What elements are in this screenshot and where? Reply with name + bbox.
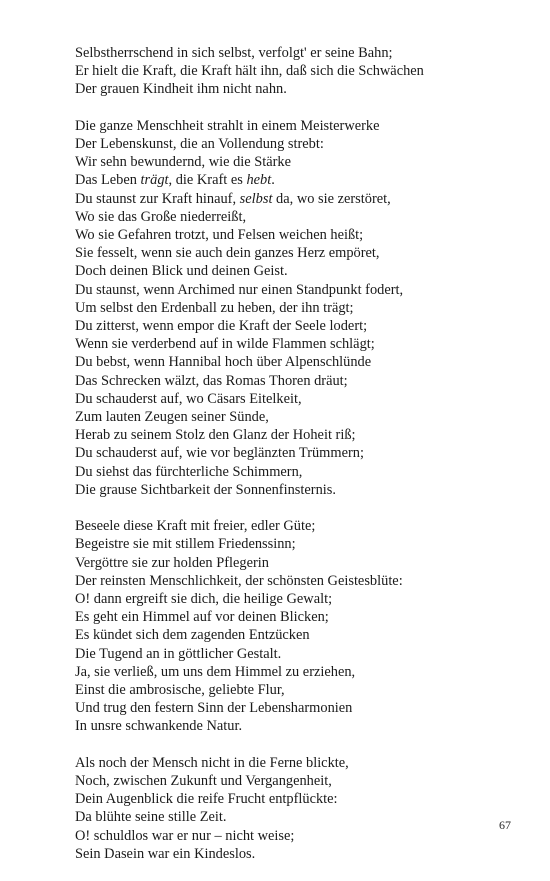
line-text: Noch, zwischen Zukunft und Vergangenheit, (75, 773, 332, 790)
line-text: Du schauderst auf, wo Cäsars Eitelkeit, (75, 390, 302, 407)
line-text: Wir sehn bewundernd, wie die Stärke (75, 154, 292, 171)
poem-line (75, 463, 515, 481)
line-text: Und trug den festern Sinn der Lebensharmonien (75, 700, 353, 717)
line-text: Du bebst, wenn Hannibal hoch über Alpenschlünde (75, 354, 372, 371)
line-text: In unsre schwankende Natur. (75, 718, 243, 735)
poem-line (75, 335, 515, 353)
poem-line (75, 190, 515, 208)
line-text: , die Kraft es (168, 172, 247, 189)
line-text: Wenn sie verderbend auf in wilde Flammen schlägt; (75, 336, 375, 353)
line-text: Du schauderst auf, wie vor beglänzten Trümmern; (75, 445, 364, 462)
poem-text (75, 44, 515, 881)
line-text: Begeistre sie mit stillem Friedenssinn; (75, 536, 296, 553)
poem-line (75, 372, 515, 390)
stanza (75, 44, 515, 99)
line-text: Es kündet sich dem zagenden Entzücken (75, 627, 310, 644)
poem-line (75, 590, 515, 608)
poem-line (75, 808, 515, 826)
poem-line (75, 317, 515, 335)
line-text: Die grause Sichtbarkeit der Sonnenfinsternis. (75, 481, 336, 498)
poem-line (75, 153, 515, 171)
poem-line (75, 535, 515, 553)
line-text: Wo sie das Große niederreißt, (75, 208, 247, 225)
line-text: Der grauen Kindheit ihm nicht nahn. (75, 81, 287, 98)
line-text: Das Schrecken wälzt, das Romas Thoren dräut; (75, 372, 348, 389)
line-text: da, wo sie zerstöret, (272, 190, 391, 207)
poem-line (75, 699, 515, 717)
poem-line (75, 481, 515, 499)
poem-line (75, 717, 515, 735)
poem-line (75, 681, 515, 699)
page-number: 67 (499, 818, 511, 832)
poem-line (75, 554, 515, 572)
poem-line (75, 645, 515, 663)
poem-line (75, 790, 515, 808)
emphasized-word: hebt (246, 172, 272, 189)
poem-line (75, 845, 515, 863)
line-text: Vergöttre sie zur holden Pflegerin (75, 554, 269, 571)
line-text: . (271, 172, 275, 189)
poem-line (75, 572, 515, 590)
line-text: Die Tugend an in göttlicher Gestalt. (75, 645, 282, 662)
poem-line (75, 827, 515, 845)
poem-line (75, 608, 515, 626)
poem-line (75, 626, 515, 644)
poem-line (75, 390, 515, 408)
poem-line (75, 663, 515, 681)
line-text: O! dann ergreift sie dich, die heilige Gewalt; (75, 591, 333, 608)
poem-line (75, 80, 515, 98)
line-text: Du staunst, wenn Archimed nur einen Standpunkt fodert, (75, 281, 404, 298)
line-text: Einst die ambrosische, geliebte Flur, (75, 682, 285, 699)
poem-line (75, 353, 515, 371)
poem-line (75, 281, 515, 299)
line-text: Sie fesselt, wenn sie auch dein ganzes Herz empöret, (75, 245, 380, 262)
poem-line (75, 117, 515, 135)
stanza (75, 117, 515, 499)
line-text: Du zitterst, wenn empor die Kraft der Seele lodert; (75, 318, 368, 335)
poem-line (75, 754, 515, 772)
stanza (75, 517, 515, 735)
poem-line (75, 135, 515, 153)
emphasized-word: selbst (239, 190, 273, 207)
line-text: Selbstherrschend in sich selbst, verfolgt' er seine Bahn; (75, 45, 393, 61)
line-text: Du siehst das fürchterliche Schimmern, (75, 463, 303, 480)
stanza (75, 754, 515, 863)
line-text: Du staunst zur Kraft hinauf, (75, 190, 240, 207)
emphasized-word: trägt (140, 172, 169, 189)
poem-line (75, 444, 515, 462)
poem-line (75, 171, 515, 189)
line-text: O! schuldlos war er nur – nicht weise; (75, 827, 295, 844)
poem-line (75, 62, 515, 80)
poem-line (75, 772, 515, 790)
line-text: Das Leben (75, 172, 141, 189)
poem-line (75, 517, 515, 535)
poem-line (75, 44, 515, 62)
line-text: Die ganze Menschheit strahlt in einem Meisterwerke (75, 117, 380, 134)
line-text: Ja, sie verließ, um uns dem Himmel zu erziehen, (75, 663, 356, 680)
line-text: Er hielt die Kraft, die Kraft hält ihn, daß sich die Schwächen (75, 63, 424, 80)
poem-line (75, 226, 515, 244)
line-text: Als noch der Mensch nicht in die Ferne blickte, (75, 754, 349, 771)
line-text: Der reinsten Menschlichkeit, der schönsten Geistesblüte: (75, 572, 403, 589)
line-text: Um selbst den Erdenball zu heben, der ihn trägt; (75, 299, 354, 316)
line-text: Da blühte seine stille Zeit. (75, 809, 227, 826)
line-text: Es geht ein Himmel auf vor deinen Blicken; (75, 609, 329, 626)
poem-line (75, 408, 515, 426)
line-text: Dein Augenblick die reife Frucht entpflückte: (75, 791, 338, 808)
poem-line (75, 244, 515, 262)
line-text: Sein Dasein war ein Kindeslos. (75, 845, 256, 862)
poem-line (75, 426, 515, 444)
line-text: Beseele diese Kraft mit freier, edler Güte; (75, 518, 316, 535)
line-text: Doch deinen Blick und deinen Geist. (75, 263, 288, 280)
line-text: Wo sie Gefahren trotzt, und Felsen weichen heißt; (75, 227, 364, 244)
line-text: Zum lauten Zeugen seiner Sünde, (75, 409, 269, 426)
poem-line (75, 208, 515, 226)
line-text: Der Lebenskunst, die an Vollendung strebt: (75, 136, 324, 152)
poem-line (75, 299, 515, 317)
poem-line (75, 262, 515, 280)
line-text: Herab zu seinem Stolz den Glanz der Hoheit riß; (75, 427, 356, 444)
